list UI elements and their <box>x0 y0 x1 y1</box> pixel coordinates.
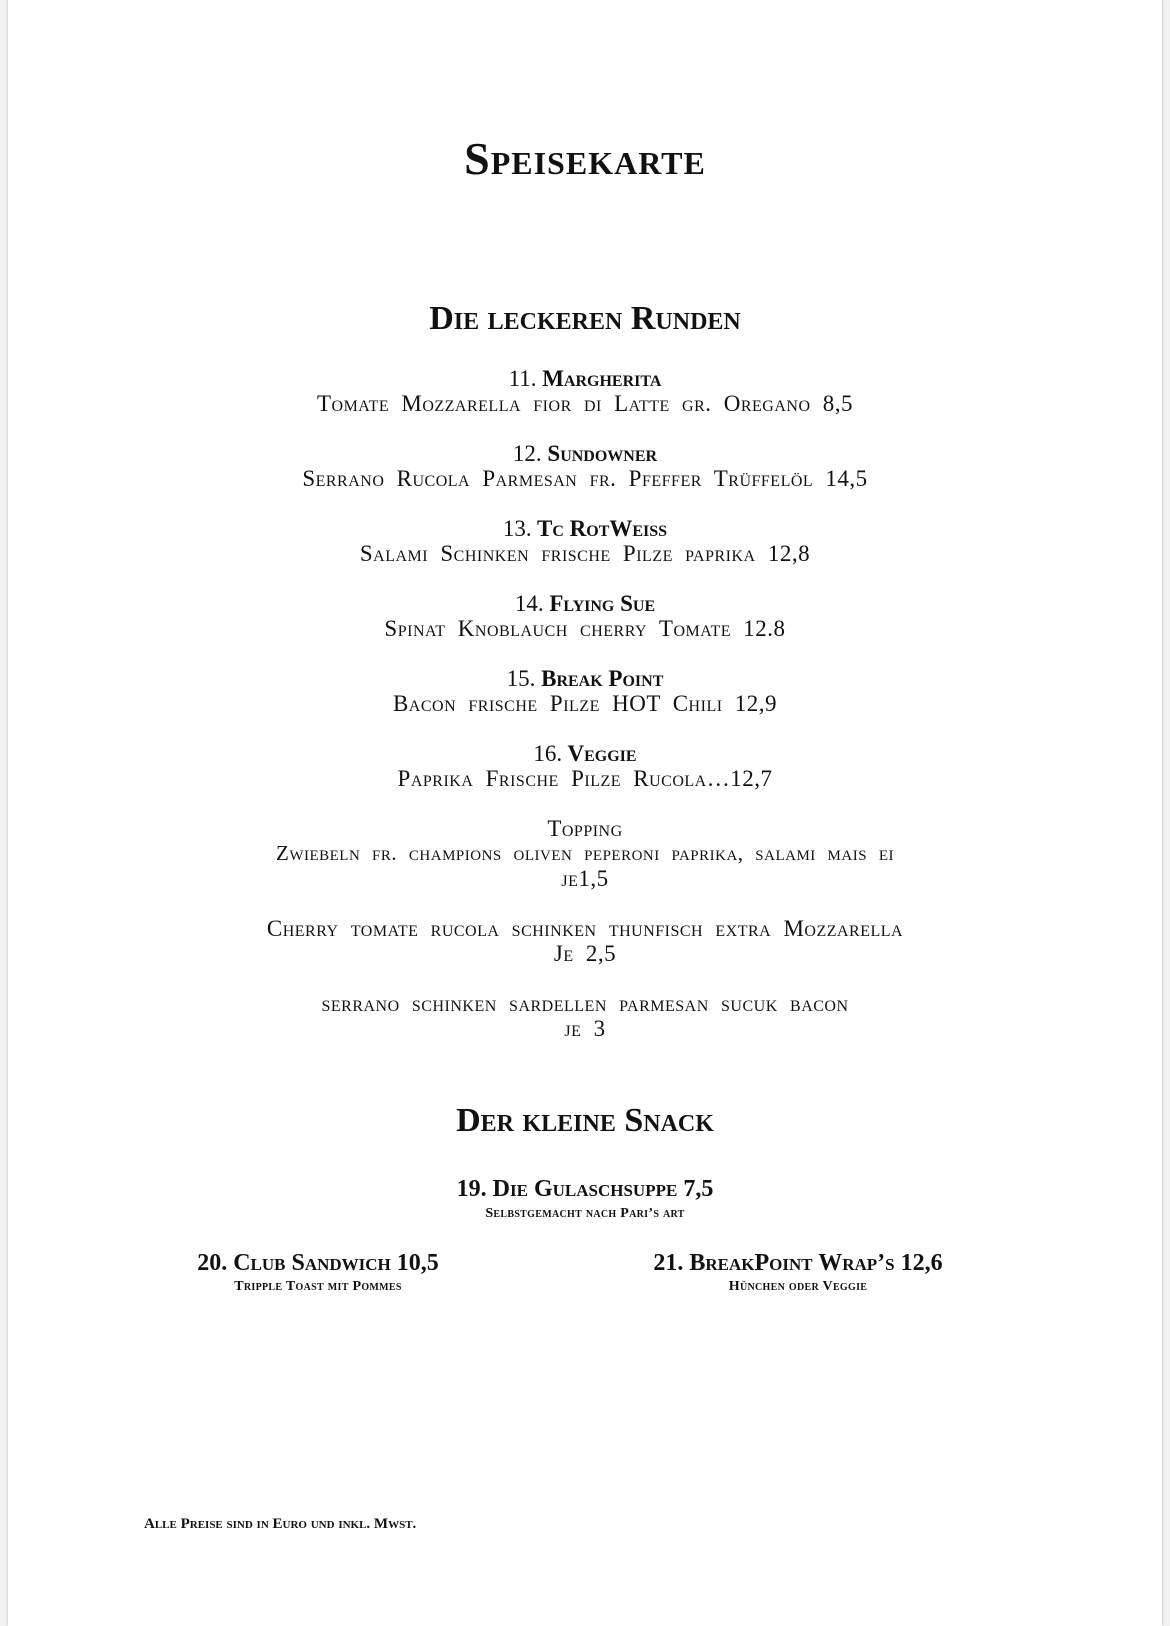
item-number: 15. <box>506 666 536 691</box>
item-title: Flying Sue <box>549 591 656 616</box>
topping-price-1: je1,5 <box>561 866 609 891</box>
topping-price-3: je 3 <box>564 1016 606 1041</box>
item-number: 13. <box>502 516 532 541</box>
topping-label: Topping <box>547 816 623 841</box>
snack-item-club-sandwich <box>148 1250 488 1295</box>
menu-item-description: Serrano Rucola Parmesan fr. Pfeffer Trüffelöl 14,5 <box>302 466 868 491</box>
item-number: 14. <box>514 591 544 616</box>
item-title: Tc RotWeiss <box>537 516 668 541</box>
item-number: 12. <box>512 441 542 466</box>
item-number: 11. <box>508 366 537 391</box>
price-note: Alle Preise sind in Euro und inkl. Mwst. <box>144 1516 417 1532</box>
snack-item-sub: Selbstgemacht nach Pari’s art <box>485 1206 685 1221</box>
topping-group-2: Cherry tomate rucola schinken thunfisch extra Mozzarella <box>266 916 904 941</box>
menu-page <box>8 0 1162 1626</box>
section-heading-pizza: Die leckeren Runden <box>429 300 741 337</box>
page-title: Speisekarte <box>464 133 706 184</box>
snack-item-name: 21. BreakPoint Wrap’s 12,6 <box>653 1250 943 1276</box>
menu-item-description: Paprika Frische Pilze Rucola…12,7 <box>397 766 773 791</box>
menu-item-name <box>8 741 1162 767</box>
item-title: Break Point <box>541 666 664 691</box>
item-title: Veggie <box>567 741 637 766</box>
menu-item-description: Bacon frische Pilze HOT Chili 12,9 <box>392 691 778 716</box>
item-title: Sundowner <box>547 441 658 466</box>
menu-item-name <box>8 591 1162 617</box>
menu-item-description: Spinat Knoblauch cherry Tomate 12.8 <box>384 616 786 641</box>
menu-item-description: Tomate Mozzarella fior di Latte gr. Oregano 8,5 <box>316 391 854 416</box>
snack-item-sub: Hünchen oder Veggie <box>728 1279 868 1294</box>
section-heading-snack: Der kleine Snack <box>456 1102 714 1139</box>
item-number: 16. <box>533 741 563 766</box>
snack-item-name: 20. Club Sandwich 10,5 <box>197 1250 439 1276</box>
snack-item-name: 19. Die Gulaschsuppe 7,5 <box>456 1176 714 1202</box>
snack-item-sub: Tripple Toast mit Pommes <box>234 1279 402 1294</box>
topping-price-2: Je 2,5 <box>553 941 617 966</box>
menu-item-name <box>8 666 1162 692</box>
item-title: Margherita <box>542 366 662 391</box>
menu-item-description: Salami Schinken frische Pilze paprika 12,8 <box>359 541 811 566</box>
topping-group-3: serrano schinken sardellen parmesan sucuk bacon <box>321 991 849 1016</box>
snack-item-wrap <box>598 1250 998 1295</box>
menu-item-name <box>8 516 1162 542</box>
menu-item-name <box>8 366 1162 392</box>
topping-group-1: Zwiebeln fr. champions oliven peperoni paprika, salami mais ei <box>276 841 894 865</box>
menu-item-name <box>8 441 1162 467</box>
